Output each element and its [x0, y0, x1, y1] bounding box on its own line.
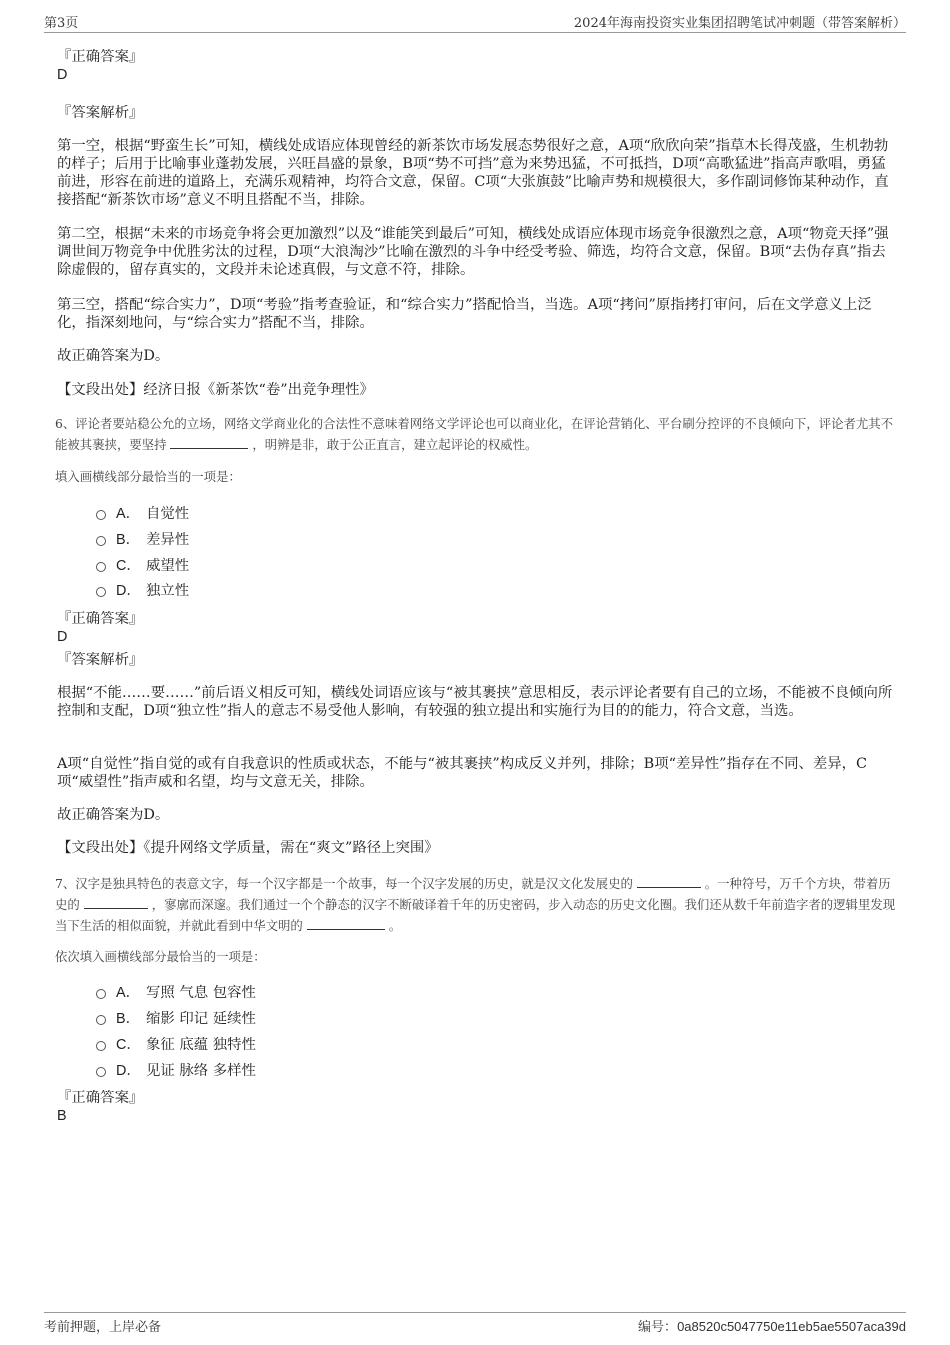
- option-text: 差异性: [146, 532, 190, 548]
- page-footer: [44, 1312, 906, 1337]
- q7-blank-3: [307, 915, 385, 930]
- q5-source: [57, 381, 893, 399]
- q6-analysis-para-1: 根据“不能……要……”前后语义相反可知，横线处词语应该与“被其裹挟”意思相反，表示评论者要有自己的立场，不能被不良倾向所控制和支配，D项“独立性”指人的意志不易受他人影响，有较强的独立提出和实施行为目的的能力，符合文意，当选。: [57, 685, 893, 719]
- option-text: 独立性: [146, 583, 190, 599]
- q7-stem-part-2: 。一种符号，万千个方块，带着历史的: [55, 876, 891, 912]
- q5-analysis-para-2: 第二空，根据“未来的市场竞争将会更加激烈”以及“谁能笑到最后”可知，横线处成语应体现市场竞争很激烈之意，A项“物竞天择”强调世间万物竞争中优胜劣汰的过程，D项“大浪淘沙”比喻在激烈的斗争中经受考验、筛选，均符合文意，保留。B项“去伪存真”指去除虚假的，留存真实的，文段并未论述真假，与文意不符，排除。: [57, 226, 889, 278]
- option-letter: D．: [116, 583, 141, 599]
- q5-analysis-para-3: 第三空，搭配“综合实力”，D项“考验”指考查验证，和“综合实力”搭配恰当，当选。A项“拷问”原指拷打审问，后在文学意义上泛化，指深刻地问，与“综合实力”搭配不当，排除。: [57, 297, 872, 331]
- option-text: 缩影 印记 延续性: [146, 1011, 256, 1027]
- q7-option-a[interactable]: [96, 984, 256, 1002]
- document-code: [638, 1316, 906, 1335]
- q5-analysis-para-1: 第一空，根据“野蛮生长”可知，横线处成语应体现曾经的新茶饮市场发展态势很好之意，A项“欣欣向荣”指草木长得茂盛，生机勃勃的样子；后用于比喻事业蓬勃发展，兴旺昌盛的景象，B项“势不可挡”意为来势迅猛，不可抵挡，D项“高歌猛进”指高声歌唱，勇猛前进，形容在前进的道路上，充满乐观精神，均符合文意，保留。C项“大张旗鼓”比喻声势和规模很大，多作副词修饰某种动作，直接搭配“新茶饮市场”意义不明且搭配不当，排除。: [57, 138, 889, 208]
- q5-conclusion: 故正确答案为D。: [57, 348, 170, 364]
- q5-analysis-label: 『答案解析』: [57, 105, 144, 121]
- q6-answer: D: [57, 629, 68, 645]
- q5-correct-answer-label: 『正确答案』: [57, 49, 144, 65]
- radio-icon[interactable]: [96, 510, 106, 520]
- q7-option-d[interactable]: [96, 1062, 256, 1080]
- q5-source-text: 经济日报《新茶饮“卷”出竞争理性》: [143, 382, 374, 398]
- radio-icon[interactable]: [96, 989, 106, 999]
- q6-conclusion: 故正确答案为D。: [57, 807, 170, 823]
- q6-blank: [170, 434, 248, 449]
- radio-icon[interactable]: [96, 1067, 106, 1077]
- option-text: 见证 脉络 多样性: [146, 1063, 256, 1079]
- q6-stem-part-2: ，明辨是非，敢于公正直言，建立起评论的权威性。: [252, 437, 538, 452]
- q6-source-text: 《提升网络文学质量，需在“爽文”路径上突围》: [143, 840, 439, 856]
- option-letter: C．: [116, 558, 141, 574]
- q6-option-d[interactable]: [96, 582, 189, 600]
- q7-option-c[interactable]: [96, 1036, 256, 1054]
- option-text: 威望性: [146, 558, 190, 574]
- q6-source-label: 【文段出处】: [57, 840, 144, 856]
- radio-icon[interactable]: [96, 562, 106, 572]
- q7-answer: B: [57, 1108, 67, 1124]
- option-letter: A．: [116, 985, 140, 1001]
- q6-stem-part-1: 6、评论者要站稳公允的立场，网络文学商业化的合法性不意味着网络文学评论也可以商业化，在评论营销化、平台刷分控评的不良倾向下，评论者尤其不能被其裹挟，要坚持: [55, 416, 894, 452]
- option-text: 写照 气息 包容性: [146, 985, 256, 1001]
- option-letter: B．: [116, 532, 140, 548]
- radio-icon[interactable]: [96, 587, 106, 597]
- radio-icon[interactable]: [96, 1041, 106, 1051]
- q6-correct-answer-label: 『正确答案』: [57, 611, 144, 627]
- q6-option-a[interactable]: [96, 505, 189, 523]
- footer-slogan: 考前押题，上岸必备: [44, 1320, 162, 1335]
- q6-option-c[interactable]: [96, 557, 189, 575]
- q6-source: [57, 839, 893, 857]
- page-header: [44, 12, 906, 33]
- option-letter: D．: [116, 1063, 141, 1079]
- q6-stem: [55, 414, 897, 455]
- q7-stem-part-1: 7、汉字是独具特色的表意文字，每一个汉字都是一个故事，每一个汉字发展的历史，就是汉文化发展史的: [55, 876, 633, 891]
- radio-icon[interactable]: [96, 536, 106, 546]
- q7-blank-1: [637, 873, 701, 888]
- q7-prompt: 依次填入画横线部分最恰当的一项是：: [55, 949, 266, 964]
- q7-blank-2: [84, 894, 148, 909]
- option-letter: C．: [116, 1037, 141, 1053]
- q6-option-b[interactable]: [96, 531, 189, 549]
- q6-analysis-para-2: A项“自觉性”指自觉的或有自我意识的性质或状态，不能与“被其裹挟”构成反义并列，排除；B项“差异性”指存在不同、差异，C项“威望性”指声威和名望，均与文意无关，排除。: [57, 756, 868, 790]
- q5-source-label: 【文段出处】: [57, 382, 144, 398]
- code-value: 0a8520c5047750e11eb5ae5507aca39d: [677, 1319, 906, 1334]
- document-title: 2024年海南投资实业集团招聘笔试冲刺题（带答案解析）: [573, 16, 906, 31]
- q7-stem-part-4: 。: [388, 918, 402, 933]
- q6-analysis-label: 『答案解析』: [57, 652, 144, 668]
- option-text: 象征 底蕴 独特性: [146, 1037, 256, 1053]
- q7-stem: [55, 873, 897, 936]
- q5-answer: D: [57, 67, 68, 83]
- q6-prompt: 填入画横线部分最恰当的一项是：: [55, 469, 241, 484]
- option-text: 自觉性: [146, 506, 190, 522]
- q7-option-b[interactable]: [96, 1010, 256, 1028]
- q7-stem-part-3: ，寥廓而深邃。我们通过一个个静态的汉字不断破译着千年的历史密码，步入动态的历史文化圈。我们还从数千年前造字者的逻辑里发现当下生活的相似面貌，并就此看到中华文明的: [55, 897, 896, 933]
- option-letter: A．: [116, 506, 140, 522]
- option-letter: B．: [116, 1011, 140, 1027]
- radio-icon[interactable]: [96, 1015, 106, 1025]
- page-number: 第3页: [44, 16, 79, 31]
- q7-correct-answer-label: 『正确答案』: [57, 1090, 144, 1106]
- code-label: 编号：: [638, 1320, 678, 1335]
